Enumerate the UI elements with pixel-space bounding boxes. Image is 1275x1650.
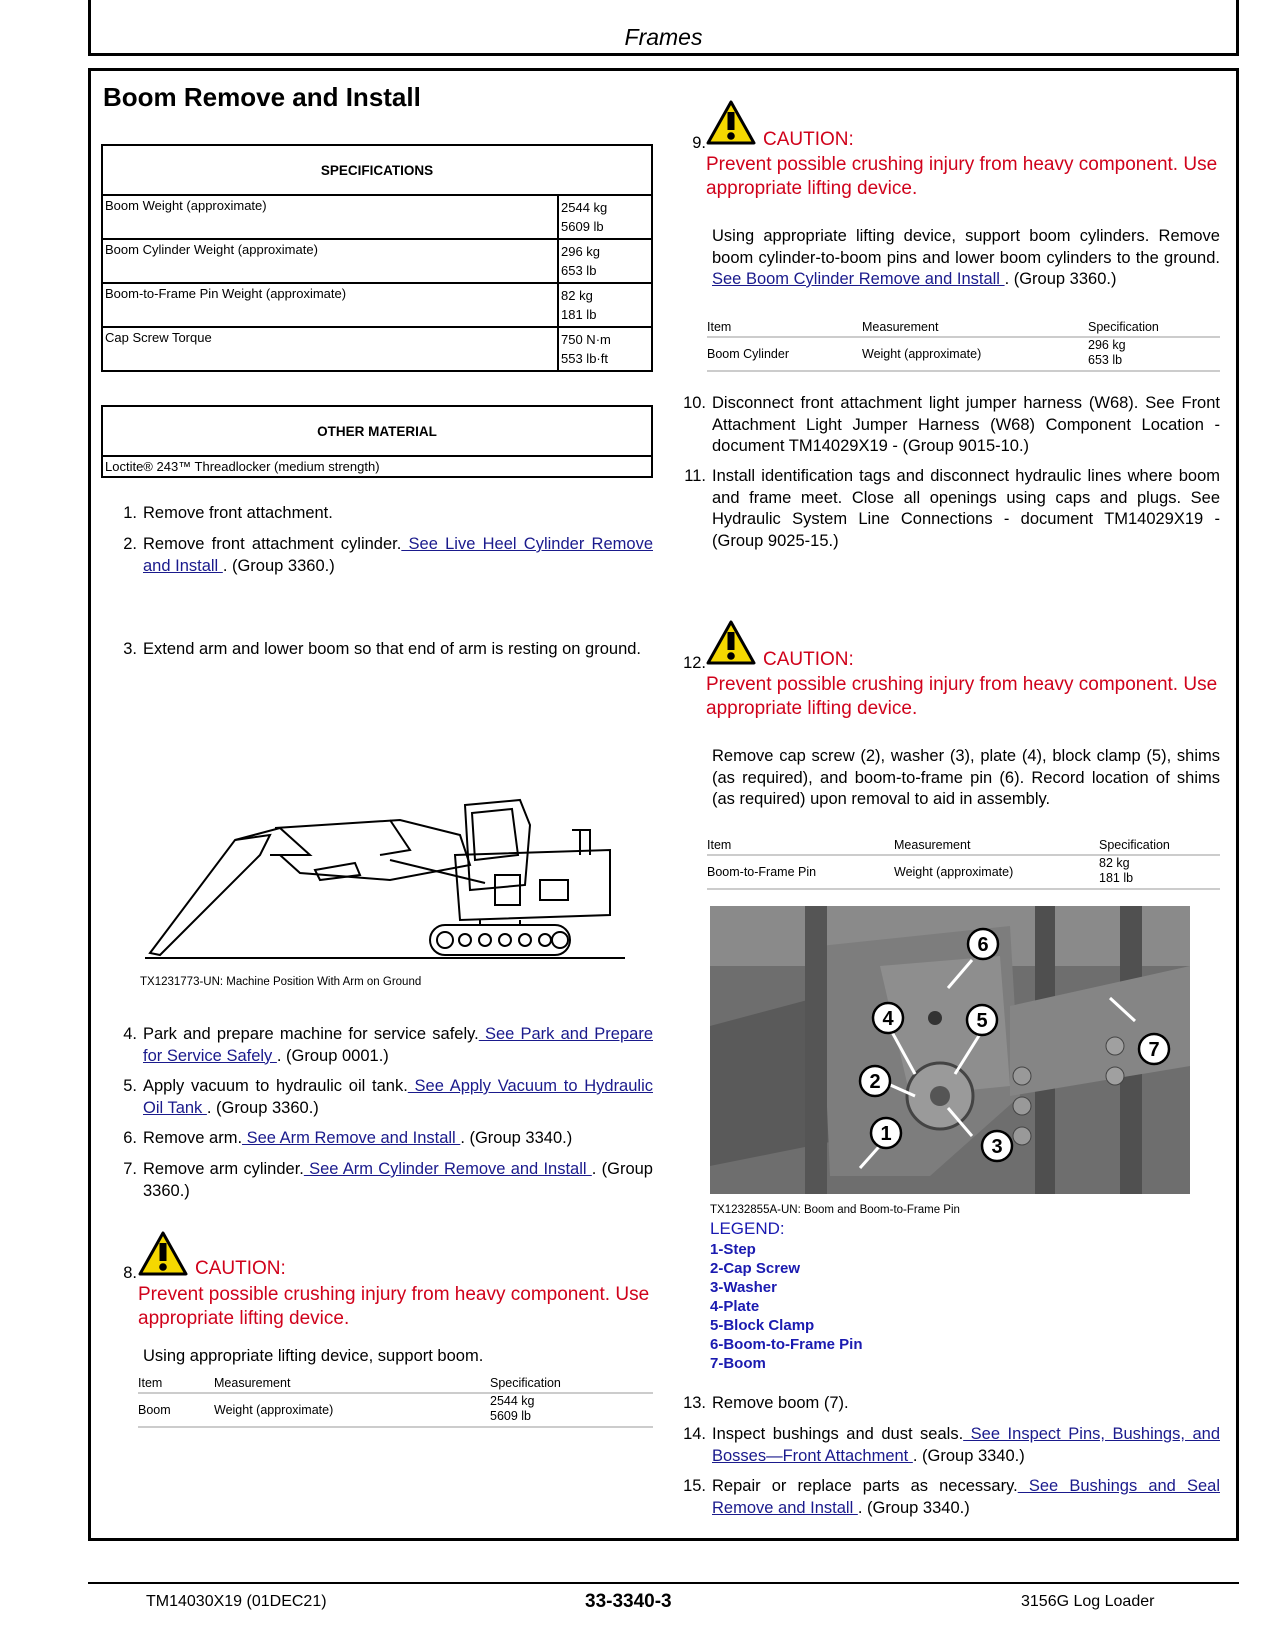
figure-1-caption: TX1231773-UN: Machine Position With Arm on Ground bbox=[140, 976, 422, 988]
callout-3: 3 bbox=[991, 1136, 1003, 1158]
spec-label: Boom Weight (approximate) bbox=[102, 195, 558, 239]
footer-divider bbox=[88, 1582, 1239, 1584]
spec-value: 296 kg 653 lb bbox=[558, 239, 652, 283]
callout-6: 6 bbox=[977, 934, 989, 956]
legend-item: 2-Cap Screw bbox=[710, 1260, 801, 1277]
step-6: 6. Remove arm. See Arm Remove and Install . (Group 3340.) bbox=[123, 1129, 573, 1147]
other-material-heading: OTHER MATERIAL bbox=[102, 406, 652, 456]
step-10: 10. Disconnect front attachment light jumper harness (W68). See Front Attachment Light Jumper Harness (W68) Component Location - document TM14029X19 - (Group 9015-10.) bbox=[683, 394, 1220, 455]
boom-weight-table: Item Measurement Specification Boom Weight (approximate) 2544 kg 5609 lb bbox=[138, 1376, 653, 1436]
legend-list bbox=[710, 1240, 863, 1373]
boom-pin-weight-table: Item Measurement Specification Boom-to-Frame Pin Weight (approximate) 82 kg 181 lb bbox=[707, 838, 1220, 890]
park-prepare-link[interactable]: See Park and Prepare for Service Safely bbox=[143, 1025, 653, 1065]
warning-icon bbox=[706, 100, 756, 145]
boom-pin-photo bbox=[710, 906, 1190, 1194]
callout-5: 5 bbox=[976, 1010, 988, 1032]
step-11: 11. Install identification tags and disconnect hydraulic lines where boom and frame meet. Close all openings using caps and plugs. See Hydraulic System Line Connections - document TM14029X19 - (Group 9025-15.) bbox=[684, 467, 1220, 550]
step-5: 5. Apply vacuum to hydraulic oil tank. See Apply Vacuum to Hydraulic Oil Tank . (Group 3360.) bbox=[123, 1077, 653, 1117]
spec-label: Boom Cylinder Weight (approximate) bbox=[102, 239, 558, 283]
footer-page-number: 33-3340-3 bbox=[585, 1591, 672, 1612]
callout-2: 2 bbox=[869, 1071, 881, 1093]
legend-item: 1-Step bbox=[710, 1241, 756, 1258]
step-14: 14. Inspect bushings and dust seals. See Inspect Pins, Bushings, and Bosses—Front Attachment . (Group 3340.) bbox=[683, 1425, 1220, 1465]
other-material-table bbox=[101, 405, 653, 478]
specifications-table bbox=[101, 144, 653, 372]
specifications-heading: SPECIFICATIONS bbox=[102, 145, 652, 195]
legend-item: 6-Boom-to-Frame Pin bbox=[710, 1336, 863, 1353]
machine-position-illustration bbox=[140, 795, 630, 965]
step-12-text: Remove cap screw (2), washer (3), plate (4), block clamp (5), shims (as required), and boom-to-frame pin (6). Record location of shims (as required) upon removal to aid in assembly. bbox=[712, 747, 1220, 808]
apply-vacuum-link[interactable]: See Apply Vacuum to Hydraulic Oil Tank bbox=[143, 1077, 653, 1117]
step-13: 13. Remove boom (7). bbox=[683, 1394, 849, 1412]
caution-label: CAUTION: bbox=[195, 1258, 286, 1279]
arm-remove-link[interactable]: See Arm Remove and Install bbox=[242, 1129, 461, 1147]
spec-value: 82 kg 181 lb bbox=[558, 283, 652, 327]
legend-title: LEGEND: bbox=[710, 1219, 785, 1238]
table-row bbox=[102, 239, 652, 283]
page-header-box bbox=[88, 0, 1239, 56]
warning-icon bbox=[706, 620, 756, 665]
caution-warning-text: Prevent possible crushing injury from heavy component. Use appropriate lifting device. bbox=[706, 154, 1218, 199]
spec-value: 2544 kg 5609 lb bbox=[558, 195, 652, 239]
legend-item: 3-Washer bbox=[710, 1279, 777, 1296]
callout-1: 1 bbox=[880, 1123, 892, 1145]
spec-label: Cap Screw Torque bbox=[102, 327, 558, 371]
step-8-text: Using appropriate lifting device, support boom. bbox=[143, 1347, 484, 1365]
caution-label: CAUTION: bbox=[763, 649, 854, 670]
boom-cylinder-link[interactable]: See Boom Cylinder Remove and Install bbox=[712, 270, 1005, 288]
step-9-text: Using appropriate lifting device, support boom cylinders. Remove boom cylinder-to-boom pins and lower boom cylinders to the ground. See Boom Cylinder Remove and Install . (Group 3360.) bbox=[712, 227, 1220, 288]
page-title: Boom Remove and Install bbox=[103, 82, 421, 112]
table-row bbox=[102, 327, 652, 371]
callout-4: 4 bbox=[882, 1008, 894, 1030]
table-row bbox=[102, 456, 652, 477]
table-row bbox=[102, 195, 652, 239]
figure-2-caption: TX1232855A-UN: Boom and Boom-to-Frame Pin bbox=[710, 1204, 960, 1216]
spec-label: Boom-to-Frame Pin Weight (approximate) bbox=[102, 283, 558, 327]
other-material-item: Loctite® 243™ Threadlocker (medium strength) bbox=[102, 456, 652, 477]
bushings-seal-link[interactable]: See Bushings and Seal Remove and Install bbox=[712, 1477, 1220, 1517]
footer-product: 3156G Log Loader bbox=[1021, 1593, 1155, 1610]
step-3: 3. Extend arm and lower boom so that end of arm is resting on ground. bbox=[123, 640, 642, 658]
warning-icon bbox=[138, 1231, 188, 1276]
legend-item: 4-Plate bbox=[710, 1298, 760, 1315]
step-4: 4. Park and prepare machine for service safely. See Park and Prepare for Service Safely . (Group 0001.) bbox=[123, 1025, 653, 1065]
step-1: 1. Remove front attachment. bbox=[123, 504, 333, 522]
legend-item: 7-Boom bbox=[710, 1355, 766, 1372]
step-15: 15. Repair or replace parts as necessary. See Bushings and Seal Remove and Install . (Group 3340.) bbox=[683, 1477, 1220, 1517]
boom-cylinder-weight-table: Item Measurement Specification Boom Cylinder Weight (approximate) 296 kg 653 lb bbox=[707, 320, 1220, 372]
caution-label: CAUTION: bbox=[763, 129, 854, 150]
spec-value: 750 N·m 553 lb·ft bbox=[558, 327, 652, 371]
arm-cylinder-link[interactable]: See Arm Cylinder Remove and Install bbox=[303, 1160, 592, 1178]
footer-doc-id: TM14030X19 (01DEC21) bbox=[146, 1593, 327, 1610]
callout-7: 7 bbox=[1148, 1039, 1160, 1061]
caution-warning-text: Prevent possible crushing injury from heavy component. Use appropriate lifting device. bbox=[706, 674, 1218, 719]
step-7: 7. Remove arm cylinder. See Arm Cylinder Remove and Install . (Group 3360.) bbox=[123, 1160, 653, 1200]
live-heel-cylinder-link[interactable]: See Live Heel Cylinder Remove and Install bbox=[143, 535, 653, 575]
table-row bbox=[102, 283, 652, 327]
legend-item: 5-Block Clamp bbox=[710, 1317, 815, 1334]
inspect-pins-link[interactable]: See Inspect Pins, Bushings, and Bosses—Front Attachment bbox=[712, 1425, 1220, 1465]
section-title: Frames bbox=[624, 24, 703, 50]
step-2: 2. Remove front attachment cylinder. See Live Heel Cylinder Remove and Install . (Group 3360.) bbox=[123, 535, 653, 575]
caution-warning-text: Prevent possible crushing injury from heavy component. Use appropriate lifting device. bbox=[138, 1284, 650, 1329]
